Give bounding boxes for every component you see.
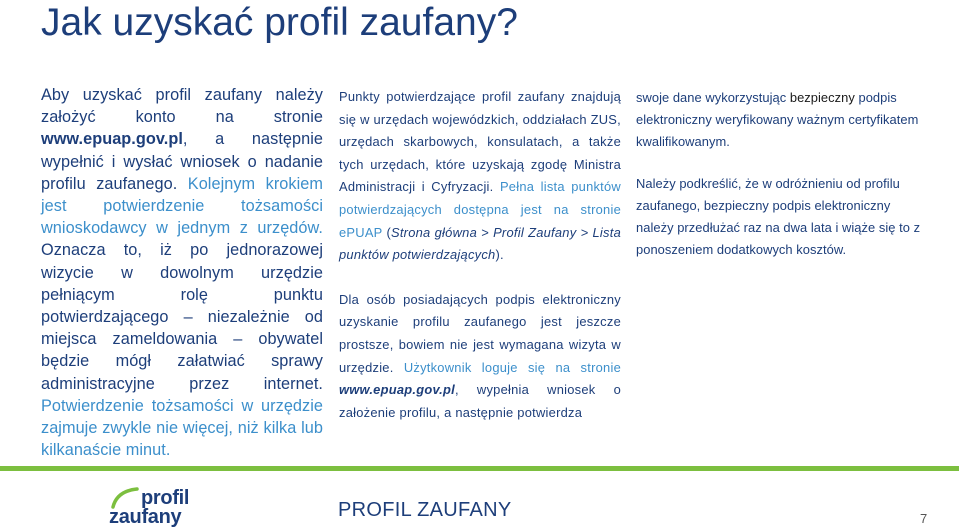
col1-text-3: Oznacza to, iż po jednorazowej wizycie w dowolnym urzędzie pełniącym rolę punktu potwierdzającego – niezależnie od miejsca zameldowania – obywatel będzie mógł załatwiać sprawy administracyjne przez internet. — [41, 241, 323, 393]
col2-p1-path: Strona główna > Profil Zaufany > Lista punktów potwierdzających — [339, 224, 621, 263]
col3-p1-text: swoje dane wykorzystując — [636, 90, 790, 105]
col2-epuap-link[interactable]: www.epuap.gov.pl — [339, 382, 455, 398]
col3-paragraph-2 — [636, 173, 921, 260]
col2-p2-text: Dla osób posiadających podpis elektroniczny uzyskanie profilu zaufanego jest jeszcze prostsze, bowiem nie jest wymagana wizyta w urzędzie. — [339, 291, 621, 375]
col2-paragraph-1 — [339, 86, 621, 267]
column-2-text — [339, 86, 621, 424]
footer-divider — [0, 466, 959, 471]
col3-p1-dark: bezpieczny — [789, 90, 855, 105]
col1-highlight-2: Potwierdzenie tożsamości w urzędzie zajmuje zwykle nie więcej, niż kilka lub kilkanaście minut. — [41, 396, 323, 460]
col1-text-2: , a następnie wypełnić i wysłać wniosek o nadanie profilu zaufanego. — [41, 130, 323, 193]
col1-highlight: Kolejnym krokiem jest potwierdzenie tożsamości wnioskodawcy w jednym z urzędów. — [41, 174, 323, 238]
col3-p2-text: Należy podkreślić, że w odróżnieniu od profilu zaufanego, bezpieczny podpis elektroniczny należy przedłużać raz na dwa lata i wiąże się to z ponoszeniem dodatkowych kosztów. — [636, 176, 921, 257]
epuap-link[interactable]: www.epuap.gov.pl — [41, 130, 183, 149]
col2-p1-close: ). — [495, 247, 504, 263]
logo-text-top: profil — [141, 487, 190, 509]
profil-zaufany-logo — [107, 487, 195, 529]
footer-title: PROFIL ZAUFANY — [338, 499, 512, 521]
col2-paragraph-2 — [339, 289, 621, 425]
col2-p1-open: ( — [382, 224, 391, 240]
page-title: Jak uzyskać profil zaufany? — [41, 1, 518, 44]
page-number: 7 — [920, 511, 928, 526]
col3-p1-text-2: podpis elektroniczny weryfikowany ważnym certyfikatem kwalifikowanym. — [636, 90, 919, 149]
logo-text-bottom: zaufany — [109, 506, 182, 528]
column-3-text — [636, 87, 921, 261]
column-1-text — [41, 84, 323, 461]
col2-p1-text: Punkty potwierdzające profil zaufany znajdują się w urzędach wojewódzkich, oddziałach ZUS, urzędach skarbowych, konsulatach, a także tych urzędach, które uzyskają zgodę Ministra Administracji i Cyfryzacji. — [339, 89, 621, 195]
col2-p1-highlight: Pełna lista punktów potwierdzających dostępna jest na stronie ePUAP — [339, 179, 621, 240]
col3-paragraph-1 — [636, 87, 921, 152]
col2-p2-text-2: , wypełnia wniosek o założenie profilu, a następnie potwierdza — [339, 382, 621, 420]
col1-text-1: Aby uzyskać profil zaufany należy założyć konto na stronie — [41, 86, 323, 127]
col2-p2-highlight: Użytkownik loguje się na stronie — [403, 359, 621, 375]
